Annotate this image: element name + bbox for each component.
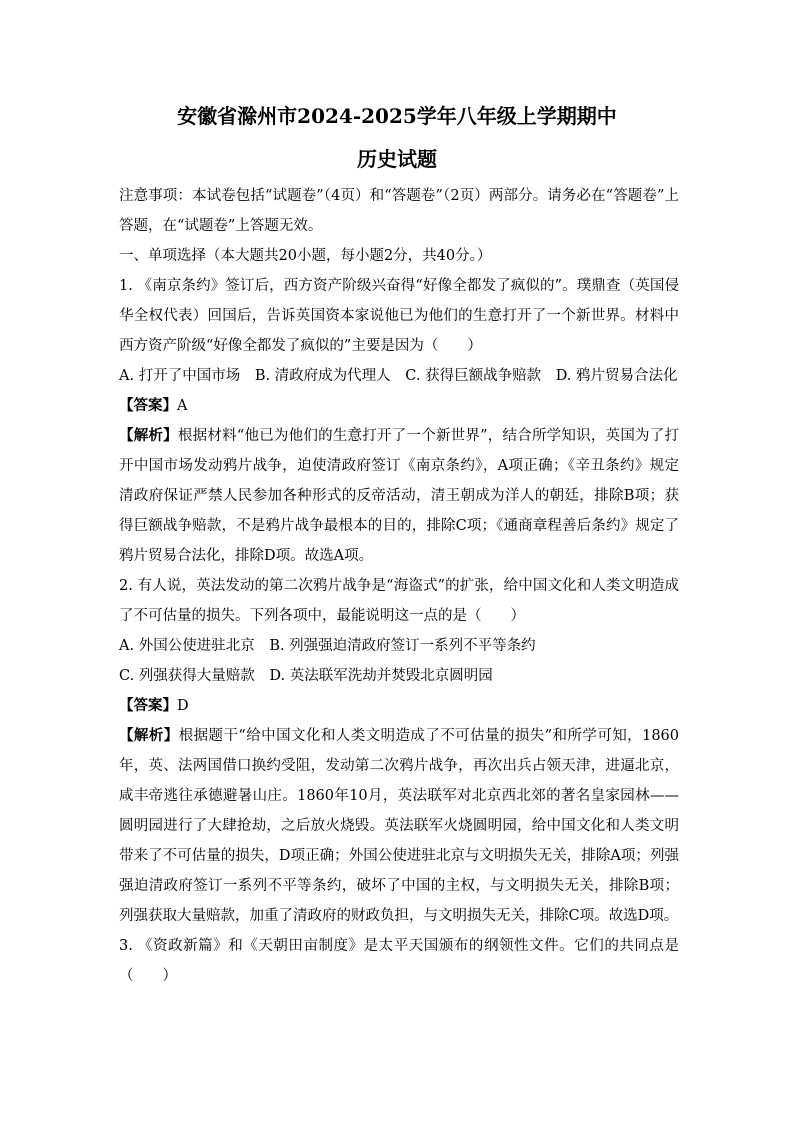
analysis-label: 【解析】 (119, 427, 178, 444)
answer-value: D (177, 698, 189, 714)
question-2-answer (119, 691, 679, 721)
q2-option-c: C. 列强获得大量赔款 (119, 668, 255, 684)
analysis-label: 【解析】 (119, 727, 179, 744)
answer-value: A (177, 398, 188, 414)
question-1-analysis (119, 421, 679, 571)
document-title: 安徽省滁州市2024-2025学年八年级上学期期中 (177, 104, 617, 128)
q2-option-a: A. 外国公使进驻北京 (119, 638, 255, 654)
q1-option-a: A. 打开了中国市场 (119, 368, 241, 384)
q1-option-d: D. 鸦片贸易合法化 (555, 368, 678, 384)
question-3-stem: 3. 《资政新篇》和《天朝田亩制度》是太平天国颁布的纲领性文件。它们的共同点是（ ） (119, 938, 679, 984)
q1-option-c: C. 获得巨额战争赔款 (405, 368, 542, 384)
notice-text: 注意事项：本试卷包括“试题卷”（4页）和“答题卷”（2页）两部分。请务必在“答题卷”上答题，在“试题卷”上答题无效。 (119, 188, 679, 234)
question-1-answer (119, 391, 679, 421)
question-2-options-row2 (119, 661, 679, 691)
question-2-options-row1 (119, 631, 679, 661)
q1-option-b: B. 清政府成为代理人 (254, 368, 391, 384)
question-2-stem: 2. 有人说，英法发动的第二次鸦片战争是“海盗式”的扩张，给中国文化和人类文明造成了不可估量的损失。下列各项中，最能说明这一点的是（ ） (119, 578, 679, 624)
document-body (119, 181, 679, 991)
answer-label: 【答案】 (119, 697, 177, 714)
question-1-stem: 1. 《南京条约》签订后，西方资产阶级兴奋得“好像全都发了疯似的”。璞鼎查（英国侵华全权代表）回国后，告诉英国资本家说他已为他们的生意打开了一个新世界。材料中西方资产阶级“好像全都发了疯似的”主要是因为（ ） (119, 278, 679, 354)
document-subtitle: 历史试题 (357, 147, 437, 171)
analysis-text: 根据材料“他已为他们的生意打开了一个新世界”，结合所学知识，英国为了打开中国市场发动鸦片战争，迫使清政府签订《南京条约》，A项正确；《辛丑条约》规定清政府保证严禁人民参加各种形式的反帝活动，清王朝成为洋人的朝廷，排除B项；获得巨额战争赔款，不是鸦片战争最根本的目的，排除C项；《通商章程善后条约》规定了鸦片贸易合法化，排除D项。故选A项。 (119, 428, 680, 564)
answer-label: 【答案】 (119, 397, 177, 414)
q2-option-b: B. 列强强迫清政府签订一系列不平等条约 (269, 638, 536, 654)
analysis-text: 根据题干“给中国文化和人类文明造成了不可估量的损失”和所学可知，1860年，英、法两国借口换约受阻，发动第二次鸦片战争，再次出兵占领天津，进逼北京，咸丰帝逃往承德避暑山庄。1860年10月，英法联军对北京西北郊的著名皇家园林——圆明园进行了大肆抢劫，之后放火烧毁。英法联军火烧圆明园，给中国文化和人类文明带来了不可估量的损失，D项正确；外国公使进驻北京与文明损失无关，排除A项；列强强迫清政府签订一系列不平等条约，破坏了中国的主权，与文明损失无关，排除B项；列强获取大量赔款，加重了清政府的财政负担，与文明损失无关，排除C项。故选D项。 (119, 728, 679, 924)
question-1-options (119, 361, 679, 391)
q2-option-d: D. 英法联军洗劫并焚毁北京圆明园 (269, 668, 493, 684)
section-heading: 一、单项选择（本大题共20小题，每小题2分，共40分。） (119, 248, 492, 264)
question-2-analysis (119, 721, 679, 931)
